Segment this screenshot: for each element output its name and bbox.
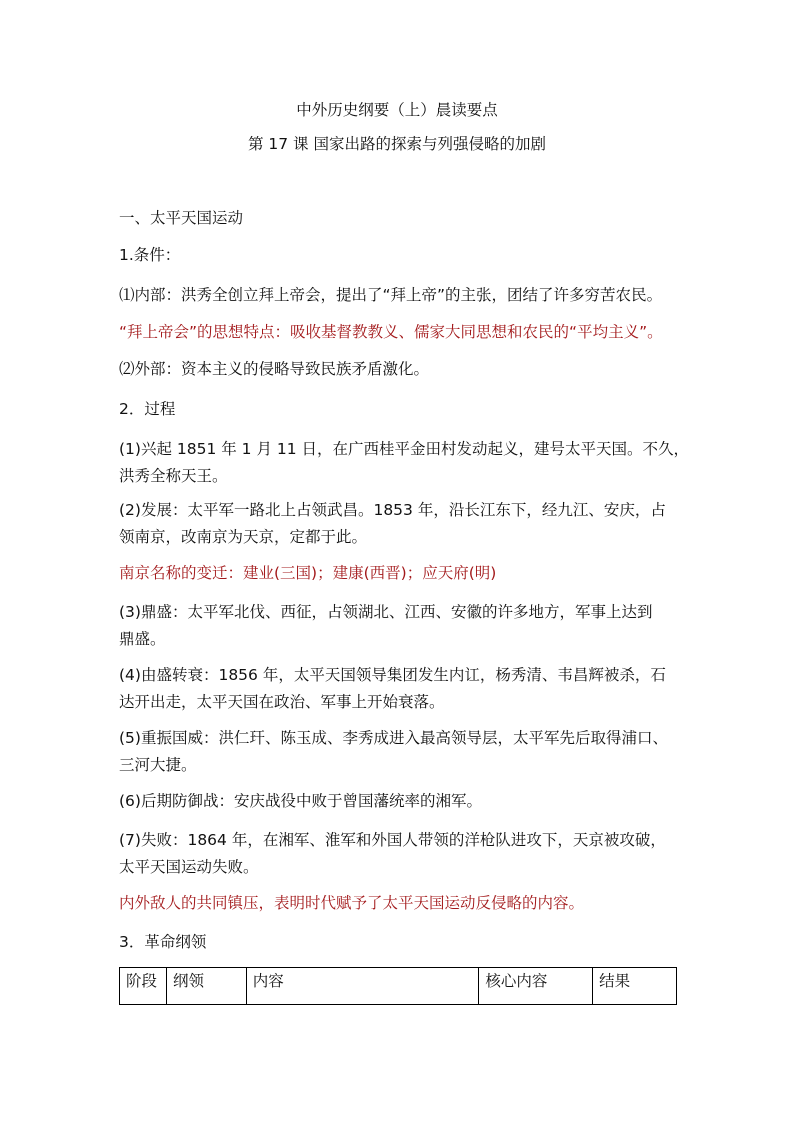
process-item-rise-line2: 洪秀全称天王。 [119, 467, 228, 485]
document-title: 中外历史纲要（上）晨读要点 [296, 101, 498, 119]
process-item-rise [119, 436, 690, 490]
process-item-peak [119, 599, 679, 653]
process-item-decline-line2: 达开出走，太平天国在政治、军事上开始衰落。 [119, 693, 445, 711]
table-header-row [120, 968, 677, 1005]
nanjing-name-note: 南京名称的变迁：建业(三国)；建康(西晋)；应天府(明) [119, 564, 497, 582]
process-item-decline-line1: (4)由盛转衰：1856 年，太平天国领导集团发生内讧，杨秀清、韦昌辉被杀，石 [119, 666, 666, 684]
failure-note: 内外敌人的共同镇压，表明时代赋予了太平天国运动反侵略的内容。 [119, 894, 585, 912]
process-item-decline [119, 662, 679, 716]
bai-shangdi-note: “拜上帝会”的思想特点：吸收基督教教义、儒家大同思想和农民的“平均主义”。 [119, 323, 663, 341]
process-item-rise-line1: (1)兴起 1851 年 1 月 11 日，在广西桂平金田村发动起义，建号太平天国。不久， [119, 440, 690, 458]
process-item-failure-line2: 太平天国运动失败。 [119, 858, 259, 876]
lesson-subtitle: 第 17 课 国家出路的探索与列强侵略的加剧 [247, 135, 546, 153]
process-item-revival-line2: 三河大捷。 [119, 756, 197, 774]
table-header-core-content: 核心内容 [479, 968, 593, 1005]
program-table [119, 967, 677, 1005]
process-item-failure [119, 827, 679, 881]
process-heading: 2．过程 [119, 400, 176, 418]
process-item-revival-line1: (5)重振国威：洪仁玕、陈玉成、李秀成进入最高领导层，太平军先后取得浦口、 [119, 729, 668, 747]
process-item-revival [119, 725, 679, 779]
process-item-defense: (6)后期防御战：安庆战役中败于曾国藩统率的湘军。 [119, 792, 482, 810]
table-header-stage: 阶段 [120, 968, 167, 1005]
conditions-heading: 1.条件： [119, 246, 181, 264]
process-item-peak-line1: (3)鼎盛：太平军北伐、西征，占领湖北、江西、安徽的许多地方，军事上达到 [119, 603, 653, 621]
section-heading-taiping: 一、太平天国运动 [119, 209, 244, 227]
external-condition: ⑵外部：资本主义的侵略导致民族矛盾激化。 [119, 360, 430, 378]
table-header-content: 内容 [246, 968, 479, 1005]
table-header-program: 纲领 [166, 968, 246, 1005]
table-header-result: 结果 [593, 968, 677, 1005]
process-item-failure-line1: (7)失败：1864 年，在湘军、淮军和外国人带领的洋枪队进攻下，天京被攻破， [119, 831, 666, 849]
internal-condition: ⑴内部：洪秀全创立拜上帝会，提出了“拜上帝”的主张，团结了许多穷苦农民。 [119, 286, 663, 304]
process-item-development-line1: (2)发展：太平军一路北上占领武昌。1853 年，沿长江东下，经九江、安庆，占 [119, 501, 666, 519]
process-item-development [119, 497, 679, 551]
program-heading: 3．革命纲领 [119, 933, 207, 951]
process-item-development-line2: 领南京，改南京为天京，定都于此。 [119, 528, 368, 546]
process-item-peak-line2: 鼎盛。 [119, 630, 166, 648]
